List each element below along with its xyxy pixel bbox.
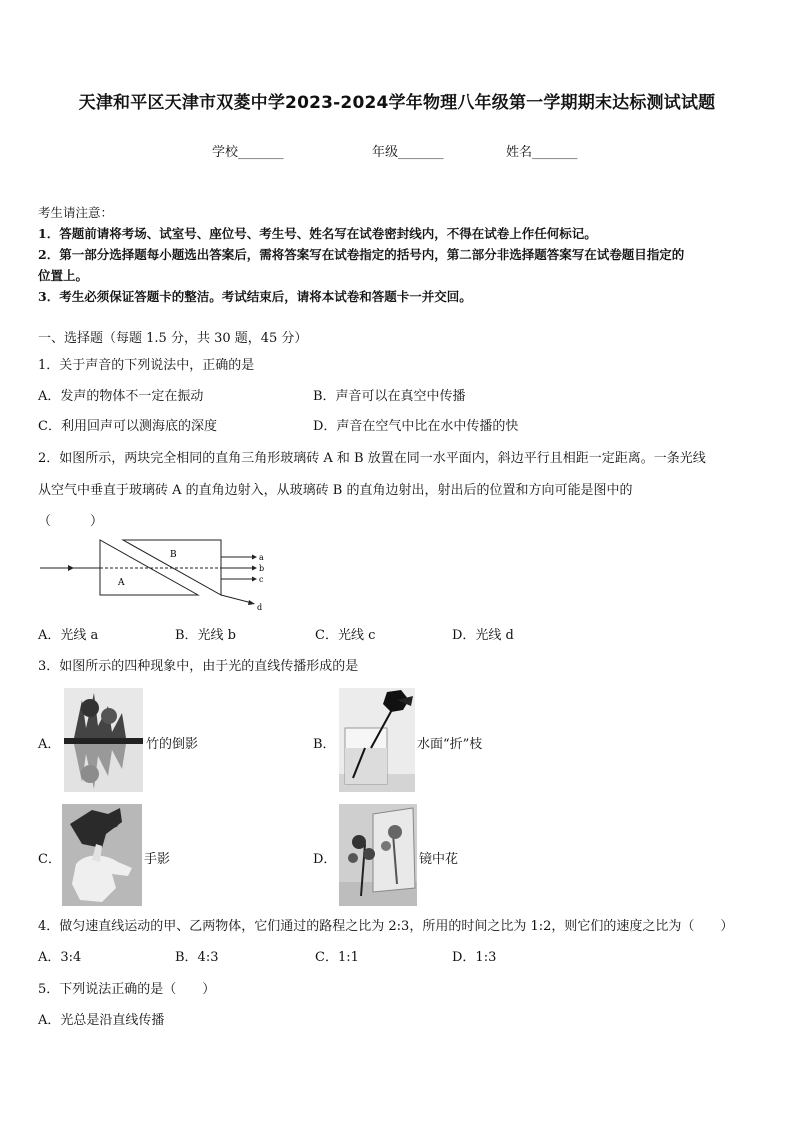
bent-branch-photo: [339, 688, 415, 792]
ray-a-arrow-icon: [252, 555, 257, 560]
q2-option-b: B．光线 b: [175, 628, 237, 643]
q3-option-d-letter: D．: [313, 852, 337, 867]
q4-option-a: A．3:4: [38, 950, 82, 965]
ray-b-arrow-icon: [252, 566, 257, 571]
q1-stem: 1．关于声音的下列说法中，正确的是: [38, 358, 255, 373]
q2-stem-line-2: 从空气中垂直于玻璃砖 A 的直角边射入，从玻璃砖 B 的直角边射出，射出后的位置和方向可能是图中的: [38, 483, 633, 498]
q2-answer-paren: （ ）: [38, 514, 104, 529]
q3-option-a-label: 竹的倒影: [146, 737, 199, 752]
q3-option-b-label: 水面“折”枝: [417, 737, 483, 752]
q4-option-b: B．4:3: [175, 950, 219, 965]
ray-a-label: a: [259, 553, 264, 562]
ray-b-label: b: [259, 564, 265, 573]
name-field: 姓名_______: [506, 145, 578, 160]
q3-option-c-letter: C．: [38, 852, 61, 867]
q4-option-c: C．1:1: [315, 950, 359, 965]
prism-a: [100, 540, 198, 595]
grade-field: 年级_______: [372, 145, 444, 160]
bamboo-reflection-photo: [64, 688, 143, 792]
q3-option-a-letter: A．: [38, 737, 61, 752]
q3-option-c-label: 手影: [144, 852, 171, 867]
ray-d-label: d: [257, 603, 263, 612]
hand-shadow-photo: [62, 804, 142, 906]
prism-diagram: [38, 533, 278, 615]
q1-option-c: C．利用回声可以测海底的深度: [38, 419, 217, 434]
q3-option-d-label: 镜中花: [419, 852, 459, 867]
q2-option-c: C．光线 c: [315, 628, 376, 643]
q1-option-a: A．发声的物体不一定在振动: [38, 389, 204, 404]
q3-stem: 3．如图所示的四种现象中，由于光的直线传播形成的是: [38, 659, 359, 674]
q1-option-d: D．声音在空气中比在水中传播的快: [313, 419, 519, 434]
q5-stem: 5．下列说法正确的是（ ）: [38, 982, 216, 997]
section-heading: 一、选择题（每题 1.5 分，共 30 题，45 分）: [38, 331, 308, 346]
prism-a-label: A: [118, 578, 125, 588]
ray-c-arrow-icon: [252, 577, 257, 582]
ray-d: [221, 595, 252, 603]
q2-option-d: D．光线 d: [452, 628, 514, 643]
page-title: 天津和平区天津市双菱中学2023-2024学年物理八年级第一学期期末达标测试试题: [78, 93, 716, 113]
mirror-flower-photo: [339, 804, 417, 906]
notice-item-2-cont: 位置上。: [38, 268, 89, 283]
notice-item-2: 2．第一部分选择题每小题选出答案后，需将答案写在试卷指定的括号内，第二部分非选择题答案写在试卷题目指定的: [38, 247, 685, 262]
notice-item-1: 1．答题前请将考场、试室号、座位号、考生号、姓名写在试卷密封线内，不得在试卷上作任何标记。: [38, 226, 597, 241]
ray-c-label: c: [259, 575, 264, 584]
notice-item-3: 3．考生必须保证答题卡的整洁。考试结束后，请将本试卷和答题卡一并交回。: [38, 289, 472, 304]
q1-option-b: B．声音可以在真空中传播: [313, 389, 466, 404]
school-field: 学校_______: [212, 145, 284, 160]
notice-heading: 考生请注意：: [38, 205, 114, 220]
q4-option-d: D．1:3: [452, 950, 497, 965]
q2-option-a: A．光线 a: [38, 628, 99, 643]
q2-stem-line-1: 2．如图所示，两块完全相同的直角三角形玻璃砖 A 和 B 放置在同一水平面内，斜边平行且相距一定距离。一条光线: [38, 451, 706, 466]
prism-b-label: B: [170, 550, 177, 560]
ray-d-arrow-icon: [248, 600, 255, 605]
q4-stem: 4．做匀速直线运动的甲、乙两物体，它们通过的路程之比为 2:3，所用的时间之比为 1:2，则它们的速度之比为（ ）: [38, 919, 734, 934]
incident-arrow-icon: [68, 565, 74, 571]
q5-option-a: A．光总是沿直线传播: [38, 1013, 165, 1028]
q3-option-b-letter: B．: [313, 737, 336, 752]
